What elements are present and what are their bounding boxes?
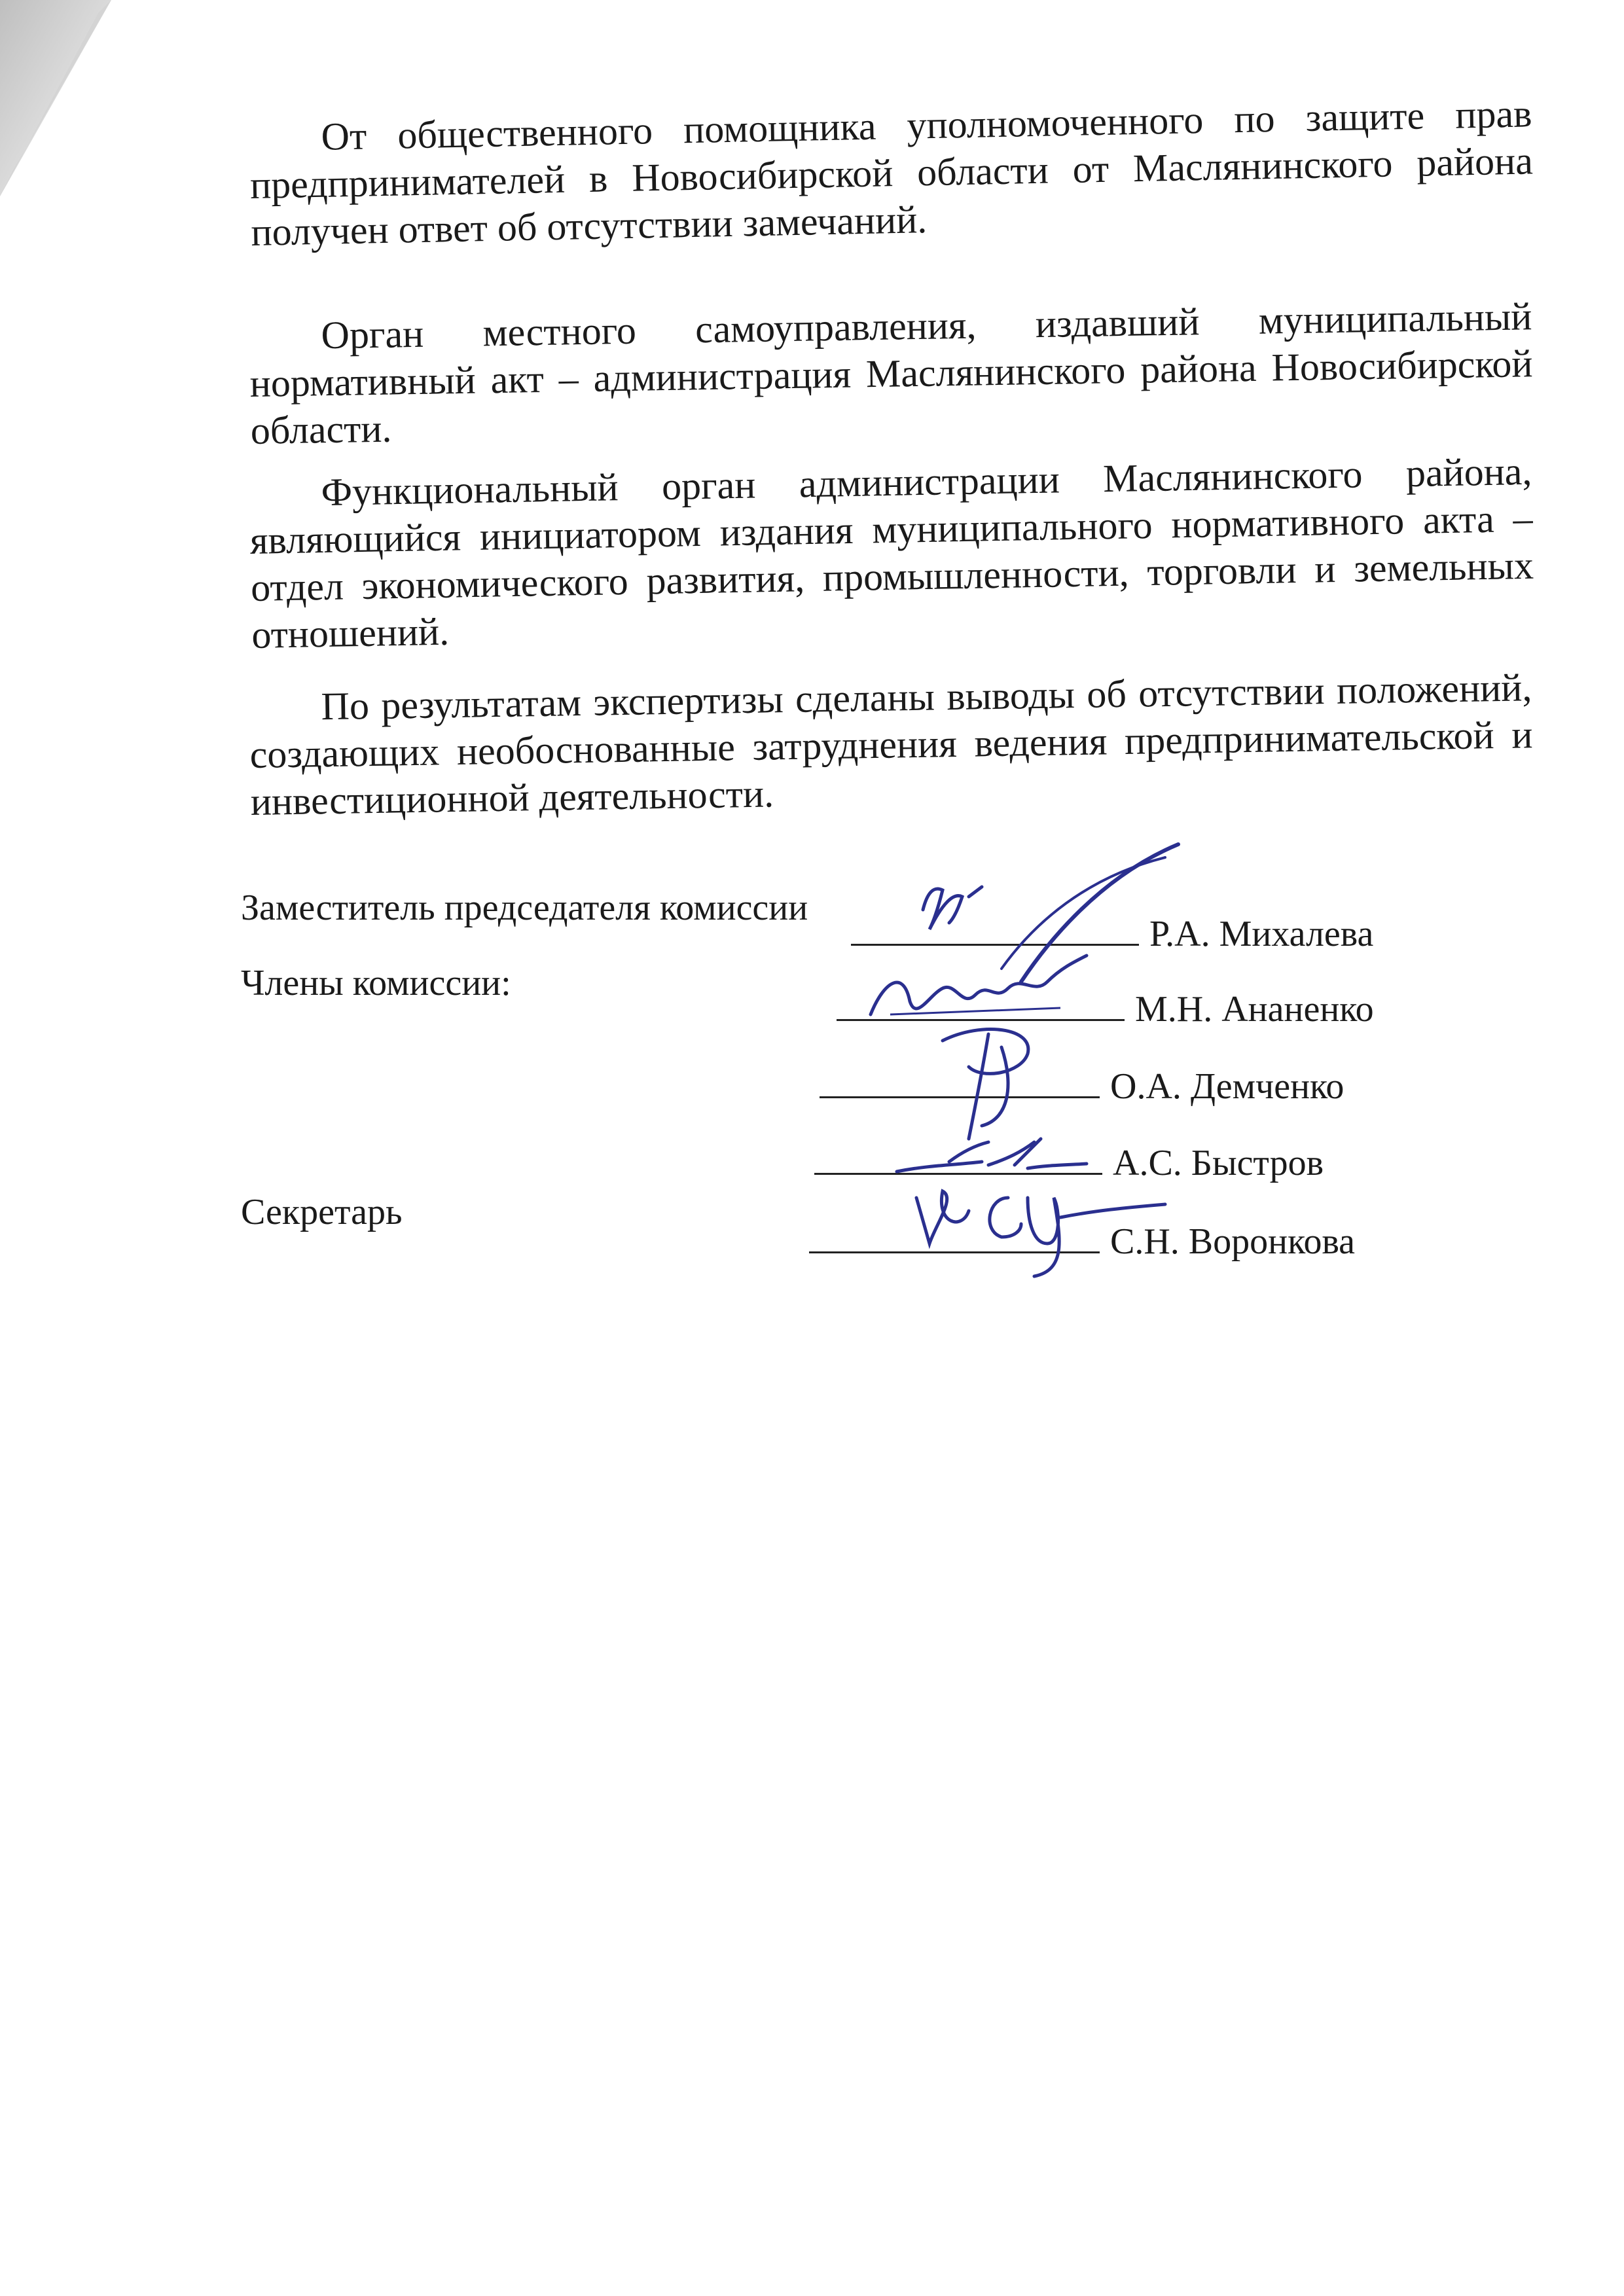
- deputy-chair-label: Заместитель председателя комиссии: [241, 888, 808, 928]
- signature-underline: [820, 1070, 1100, 1098]
- member-2-name: О.А. Демченко: [1110, 1066, 1344, 1107]
- signature-underline: [837, 993, 1125, 1021]
- members-label: Члены комиссии:: [241, 963, 511, 1003]
- member-1-name: М.Н. Ананенко: [1135, 989, 1374, 1030]
- member-3-signature-line: [814, 1142, 1324, 1184]
- secretary-name: С.Н. Воронкова: [1110, 1221, 1356, 1262]
- signature-underline: [814, 1147, 1102, 1175]
- deputy-chair-signature-line: [851, 913, 1373, 955]
- paragraph-public-assistant-response: От общественного помощника уполномоченного по защите прав предпринимателей в Новосибирской области от Маслянинского района получен ответ об отсутствии замечаний.: [249, 92, 1534, 254]
- member-2-signature-line: [820, 1066, 1344, 1107]
- deputy-chair-name: Р.А. Михалева: [1149, 914, 1374, 954]
- paragraph-functional-body: Функциональный орган администрации Маслянинского района, являющийся инициатором издания муниципального нормативного акта – отдел экономического развития, промышленности, торговли и земельных отношений.: [249, 449, 1534, 656]
- paragraph-expertise-conclusion: По результатам экспертизы сделаны выводы об отсутствии положений, создающих необоснованные затруднения ведения предпринимательской и инвестиционной деятельности.: [249, 666, 1533, 823]
- signature-underline: [851, 918, 1139, 946]
- secretary-label: Секретарь: [241, 1192, 403, 1232]
- member-1-signature-line: [837, 988, 1374, 1030]
- signature-underline: [809, 1225, 1100, 1253]
- paragraph-local-authority: Орган местного самоуправления, издавший муниципальный нормативный акт – администрация Маслянинского района Новосибирской области.: [249, 295, 1533, 452]
- secretary-signature-line: [809, 1221, 1355, 1263]
- member-3-name: А.С. Быстров: [1113, 1143, 1324, 1183]
